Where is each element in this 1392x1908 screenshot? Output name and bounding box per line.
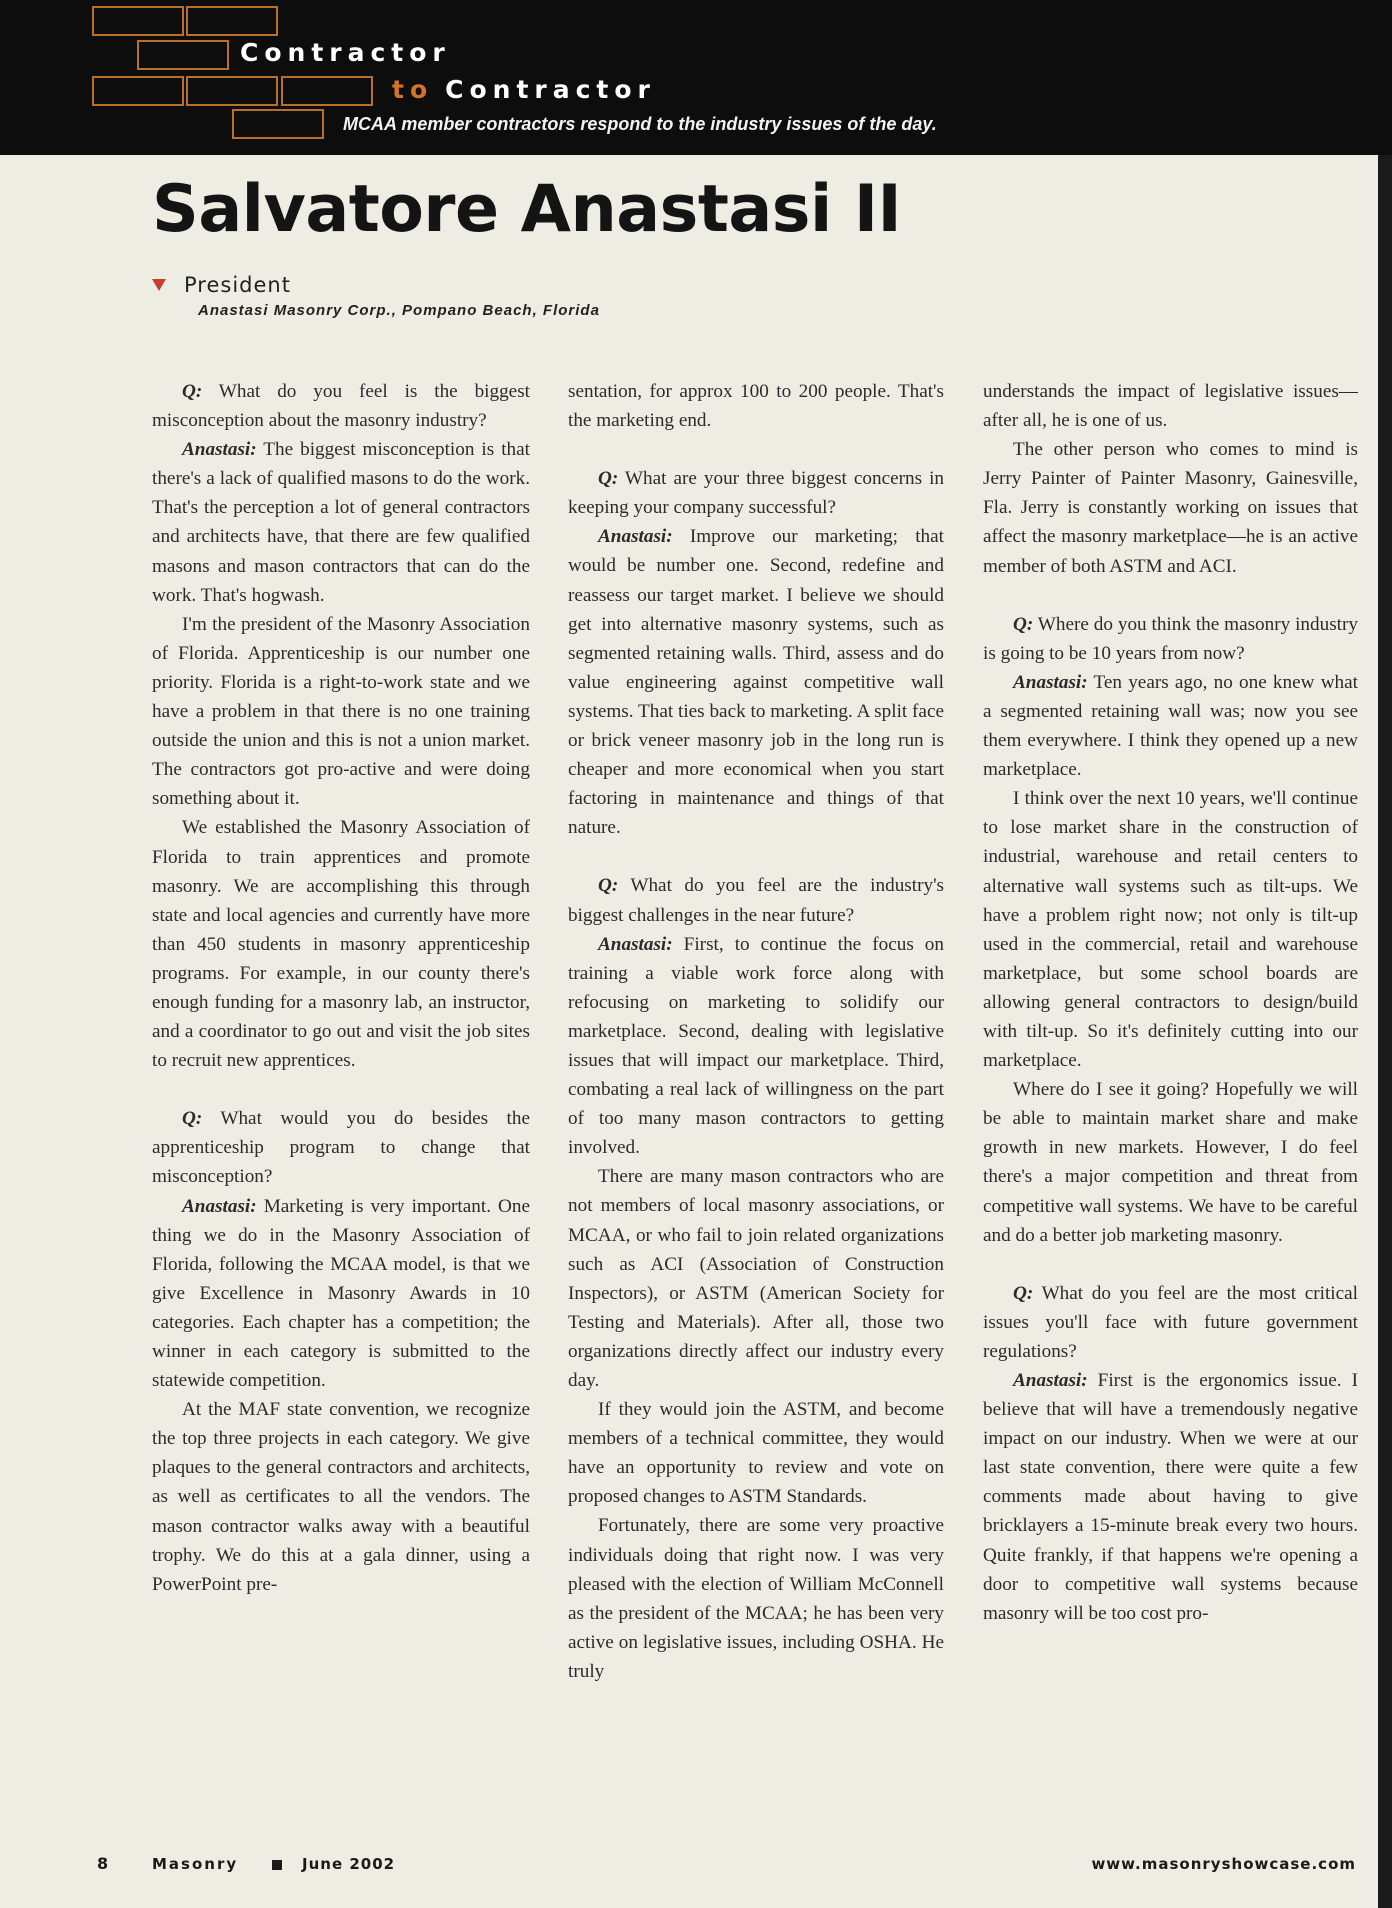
paragraph-text: At the MAF state convention, we recognize the top three projects in each category. We give plaques to the general contractors and architects, as well as certificates to all the vendors. The mason contractor walks away with a beautiful trophy. We do this at a gala dinner, using a PowerPoint pre- [152, 1399, 530, 1595]
body-paragraph [983, 1075, 1358, 1250]
paragraph-text: Improve our marketing; that would be number one. Second, redefine and reassess our target market. I believe we should get into alternative masonry systems, such as segmented retaining walls. Third, assess and do value engineering against competitive wall systems. That ties back to marketing. A split face or brick veneer masonry job in the long run is cheaper and more economical when you start factoring in maintenance and things of that nature. [568, 526, 944, 839]
brick-ornament [137, 40, 229, 70]
question-label: Q: [1013, 1282, 1034, 1304]
paragraph-text: What would you do besides the apprenticeship program to change that misconception? [152, 1108, 530, 1188]
column-title-to-contractor [392, 75, 656, 104]
question-label: Q: [182, 1108, 203, 1130]
body-paragraph [568, 1162, 944, 1395]
article-column-3 [983, 377, 1358, 1628]
body-paragraph [568, 1511, 944, 1686]
answer-paragraph [568, 522, 944, 842]
speaker-label: Anastasi: [598, 526, 673, 548]
paragraph-text: First, to continue the focus on training a viable work force along with refocusing on marketing to solidify our marketplace. Second, dealing with legislative issues that will impact our marketplace. Third, combating a real lack of willingness on the part of too many mason contractors to getting involved. [568, 933, 944, 1159]
body-paragraph [152, 813, 530, 1075]
brick-ornament [92, 76, 184, 106]
paragraph-text: If they would join the ASTM, and become members of a technical committee, they would have an opportunity to review and vote on proposed changes to ASTM Standards. [568, 1399, 944, 1508]
paragraph-text: Marketing is very important. One thing we do in the Masonry Association of Florida, following the MCAA model, is that we give Excellence in Masonry Awards in 10 categories. Each chapter has a competition; the winner in each category is submitted to the statewide competition. [152, 1195, 530, 1392]
paragraph-text: Ten years ago, no one knew what a segmented retaining wall was; now you see them everywhere. I think they opened up a new marketplace. [983, 671, 1358, 781]
speaker-label: Anastasi: [1013, 1370, 1088, 1391]
paragraph-text: I'm the president of the Masonry Association of Florida. Apprenticeship is our number one priority. Florida is a right-to-work state and we have a problem in that there is no one training outside the union and this is not a union market. The contractors got pro-active and were doing something about it. [152, 613, 530, 810]
body-paragraph [568, 377, 944, 435]
triangle-bullet-icon [152, 279, 166, 291]
question-paragraph [983, 1279, 1358, 1366]
question-label: Q: [598, 468, 619, 490]
company-line: Anastasi Masonry Corp., Pompano Beach, Florida [198, 302, 600, 319]
paragraph-text: understands the impact of legislative issues—after all, he is one of us. [983, 381, 1358, 432]
answer-paragraph [983, 668, 1358, 784]
column-title-to: to [392, 75, 434, 104]
website-url: www.masonryshowcase.com [1091, 1855, 1356, 1873]
role-title: President [184, 273, 291, 297]
paragraph-text: I think over the next 10 years, we'll continue to lose market share in the construction of industrial, warehouse and retail centers to alternative wall systems such as tilt-ups. We have a problem right now; not only is tilt-up used in the commercial, retail and warehouse marketplace, but some school boards are allowing general contractors to design/build with tilt-up. So it's definitely cutting into our marketplace. [983, 788, 1358, 1072]
column-subtitle: MCAA member contractors respond to the industry issues of the day. [343, 114, 937, 134]
brick-ornament [281, 76, 373, 106]
paragraph-text: What are your three biggest concerns in keeping your company successful? [568, 468, 944, 519]
page-footer [0, 1854, 1392, 1884]
body-paragraph [152, 610, 530, 814]
answer-paragraph [152, 1192, 530, 1396]
question-paragraph [983, 610, 1358, 668]
answer-paragraph [983, 1366, 1358, 1628]
question-label: Q: [598, 875, 619, 897]
masthead-banner [0, 0, 1392, 155]
role-line [152, 273, 291, 297]
paragraph-text: First is the ergonomics issue. I believe that will have a tremendously negative impact on our industry. When we were at our last state convention, there were quite a few comments made about having to give bricklayers a 15-minute break every two hours. Quite frankly, if that happens we're opening a door to competitive wall systems because masonry will be too cost pro- [983, 1370, 1358, 1624]
column-title-contractor: Contractor [240, 38, 451, 67]
paragraph-text: What do you feel are the most critical issues you'll face with future government regulations? [983, 1282, 1358, 1362]
magazine-name: Masonry [152, 1855, 239, 1873]
paragraph-text: sentation, for approx 100 to 200 people. That's the marketing end. [568, 381, 944, 432]
page-edge-shadow [1378, 155, 1392, 1908]
speaker-label: Anastasi: [598, 933, 673, 955]
speaker-label: Anastasi: [182, 439, 257, 461]
paragraph-text: There are many mason contractors who are not members of local masonry associations, or MCAA, or who fail to join related organizations such as ACI (Association of Construction Inspectors), or ASTM (American Society for Testing and Materials). After all, those two organizations directly affect our industry every day. [568, 1166, 944, 1391]
paragraph-text: Fortunately, there are some very proactive individuals doing that right now. I was very pleased with the election of William McConnell as the president of the MCAA; he has been very active on legislative issues, including OSHA. He truly [568, 1515, 944, 1682]
speaker-label: Anastasi: [1013, 671, 1088, 693]
brick-ornament [186, 76, 278, 106]
brick-ornament [92, 6, 184, 36]
page-number: 8 [97, 1854, 109, 1873]
question-paragraph [568, 464, 944, 522]
paragraph-text: The biggest misconception is that there's a lack of qualified masons to do the work. That's the perception a lot of general contractors and architects have, that there are few qualified masons and mason contractors that can do the work. That's hogwash. [152, 439, 530, 606]
paragraph-text: What do you feel are the industry's biggest challenges in the near future? [568, 875, 944, 926]
column-title-contractor-2: Contractor [445, 75, 656, 104]
article-column-2 [568, 377, 944, 1686]
body-paragraph [568, 1395, 944, 1511]
question-paragraph [568, 871, 944, 929]
brick-ornament [232, 109, 324, 139]
body-paragraph [983, 784, 1358, 1075]
body-paragraph [152, 1395, 530, 1599]
body-paragraph [983, 377, 1358, 435]
paragraph-text: The other person who comes to mind is Jerry Painter of Painter Masonry, Gainesville, Fla. Jerry is constantly working on issues that affect the masonry marketplace—he is an active member of both ASTM and ACI. [983, 439, 1358, 577]
paragraph-text: Where do I see it going? Hopefully we will be able to maintain market share and make growth in new markets. However, I do feel there's a major competition and threat from competitive wall systems. We have to be careful and do a better job marketing masonry. [983, 1079, 1358, 1246]
speaker-label: Anastasi: [182, 1195, 257, 1217]
question-label: Q: [1013, 613, 1034, 635]
question-paragraph [152, 1104, 530, 1191]
body-paragraph [983, 435, 1358, 580]
square-bullet-icon [272, 1860, 282, 1870]
paragraph-text: What do you feel is the biggest misconception about the masonry industry? [152, 381, 530, 432]
article-column-1 [152, 377, 530, 1599]
article-title: Salvatore Anastasi II [152, 172, 902, 247]
question-label: Q: [182, 381, 203, 402]
paragraph-text: Where do you think the masonry industry is going to be 10 years from now? [983, 613, 1358, 664]
answer-paragraph [568, 930, 944, 1163]
issue-date: June 2002 [302, 1855, 396, 1873]
answer-paragraph [152, 435, 530, 610]
question-paragraph [152, 377, 530, 435]
brick-ornament [186, 6, 278, 36]
paragraph-text: We established the Masonry Association of Florida to train apprentices and promote masonry. We are accomplishing this through state and local agencies and currently have more than 450 students in masonry apprenticeship programs. For example, in our county there's enough funding for a masonry lab, an instructor, and a coordinator to go out and visit the job sites to recruit new apprentices. [152, 817, 530, 1072]
